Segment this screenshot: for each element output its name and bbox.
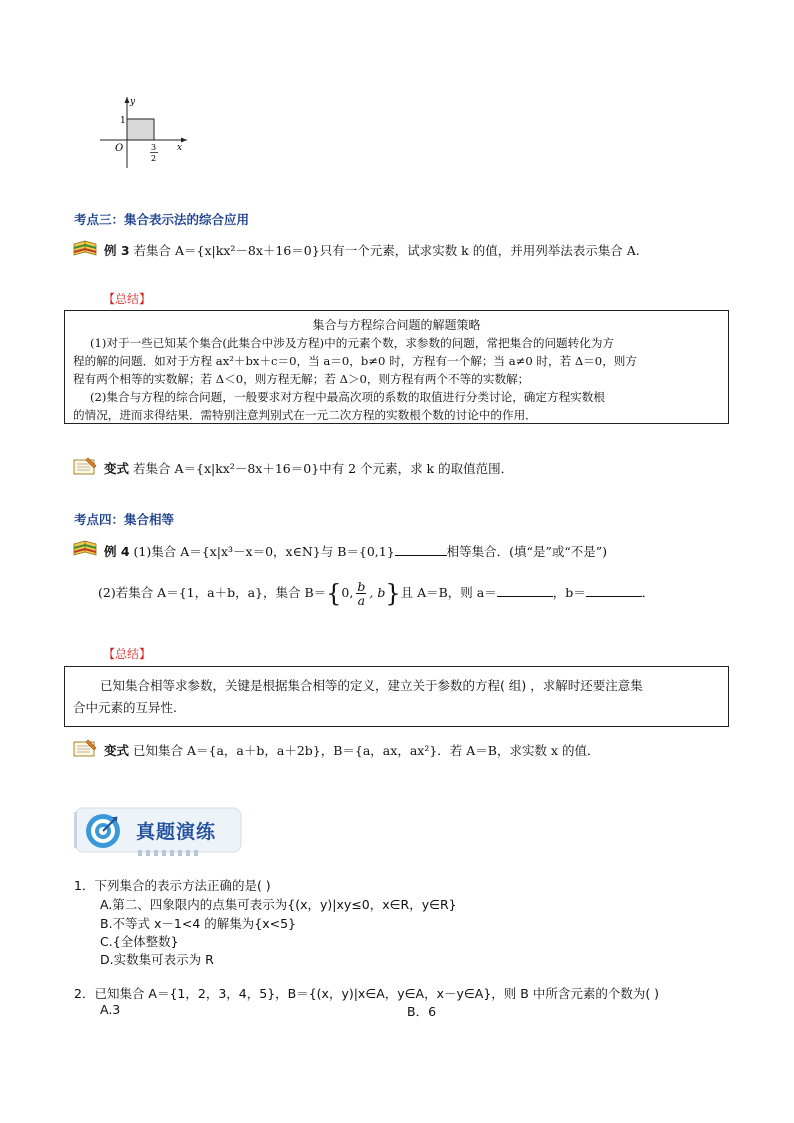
- summary2-tag: 【总结】: [103, 647, 152, 661]
- section3-heading: 考点三：集合表示法的综合应用: [74, 212, 250, 227]
- example4-answer-blank-b[interactable]: [586, 584, 642, 597]
- example4-answer-blank-a[interactable]: [497, 584, 553, 597]
- summary1-line-1: (1)对于一些已知某个集合(此集合中涉及方程)中的元素个数，求参数的问题，常把集合的问题转化为方: [90, 336, 615, 350]
- practice-banner: [74, 806, 244, 856]
- example3-label: 例 3: [104, 243, 130, 258]
- x-tick-denominator: 2: [151, 154, 157, 163]
- example4-part1-text-b: 相等集合．(填“是”或“不是”): [446, 544, 607, 559]
- variant1-line: [104, 459, 513, 477]
- summary1-line-3: 程有两个相等的实数解；若 Δ＜0，则方程无解；若 Δ＞0，则方程有两个不等的实数解；: [73, 372, 530, 386]
- summary2-line-1: 已知集合相等求参数，关键是根据集合相等的定义，建立关于参数的方程( 组) ，求解时还要注意集: [100, 678, 643, 693]
- set-brace-open: {: [326, 579, 342, 608]
- example-book-icon: [72, 238, 98, 258]
- example4-part2-line: [98, 579, 655, 608]
- question-2-stem: 2．已知集合 A＝{1，2，3，4，5}，B＝{(x，y)|x∈A，y∈A，x－y∈A}，则 B 中所含元素的个数为( ): [74, 986, 660, 1001]
- variant1-text: 若集合 A＝{x|kx²－8x＋16＝0}中有 2 个元素，求 k 的取值范围．: [133, 461, 514, 476]
- question-2-option-a[interactable]: A.3: [100, 1002, 121, 1017]
- example4-part2-end: ．: [641, 585, 655, 600]
- example3-text: 若集合 A＝{x|kx²－8x＋16＝0}只有一个元素，试求实数 k 的值，并用列举法表示集合 A.: [133, 243, 640, 258]
- y-tick-label: 1: [120, 116, 126, 126]
- example3-line: [104, 241, 640, 259]
- summary1-line-2: 程的解的问题．如对于方程 ax²＋bx＋c＝0，当 a＝0，b≠0 时，方程有一个解；当 a≠0 时，若 Δ＝0，则方: [73, 354, 637, 368]
- example4-label: 例 4: [104, 544, 130, 559]
- question-1-option-c[interactable]: C.{全体整数}: [100, 934, 179, 949]
- summary2-box: [64, 666, 729, 727]
- target-icon: [84, 812, 122, 850]
- x-axis-label: x: [177, 143, 183, 153]
- summary1-line-4: (2)集合与方程的综合问题，一般要求对方程中最高次项的系数的取值进行分类讨论，确定方程实数根: [90, 390, 605, 404]
- example4-part2-text-d: ，b＝: [552, 585, 586, 600]
- banner-title: 真题演练: [136, 821, 217, 843]
- variant2-line: [104, 741, 599, 759]
- question-1-option-b[interactable]: B.不等式 x－1<4 的解集为{x<5}: [100, 916, 297, 931]
- fraction-numerator: b: [357, 579, 366, 594]
- summary2-line-2: 合中元素的互异性.: [73, 700, 177, 715]
- question-1-stem: 1．下列集合的表示方法正确的是( ): [74, 878, 271, 893]
- summary1-title: 集合与方程综合问题的解题策略: [312, 318, 481, 332]
- summary1-box: [64, 310, 729, 424]
- origin-label: O: [115, 143, 124, 154]
- question-2-option-b[interactable]: B．6: [407, 1004, 437, 1019]
- example4-part1-text-a: (1)集合 A＝{x|x³－x＝0，x∈N}与 B＝{0,1}: [133, 544, 395, 559]
- variant-notebook-icon: [72, 738, 98, 758]
- variant2-text: 已知集合 A＝{a，a＋b，a＋2b}，B＝{a，ax，ax²}．若 A＝B，求实数 x 的值．: [133, 743, 600, 758]
- example4-answer-blank-1[interactable]: [395, 543, 447, 556]
- example4-part2-text-c: 且 A＝B，则 a＝: [400, 585, 497, 600]
- set-element-b: , b: [369, 585, 386, 600]
- x-tick-numerator: 3: [151, 143, 157, 152]
- section4-heading: 考点四：集合相等: [74, 512, 175, 527]
- set-brace-close: }: [385, 579, 401, 608]
- example-book-icon: [72, 538, 98, 558]
- example4-part1-line: [104, 542, 607, 560]
- y-axis-label: y: [130, 97, 136, 107]
- fraction-b-over-a: [356, 580, 366, 607]
- variant-notebook-icon: [72, 456, 98, 476]
- fraction-denominator: a: [357, 593, 366, 608]
- coordinate-graph: [95, 92, 195, 172]
- variant1-label: 变式: [104, 461, 130, 476]
- question-1-option-d[interactable]: D.实数集可表示为 R: [100, 952, 214, 967]
- question-1-option-a[interactable]: A.第二、四象限内的点集可表示为{(x，y)|xy≤0，x∈R，y∈R}: [100, 897, 457, 912]
- variant2-label: 变式: [104, 743, 130, 758]
- summary1-line-5: 的情况，进而求得结果．需特别注意判别式在一元二次方程的实数根个数的讨论中的作用．: [73, 408, 537, 422]
- example4-part2-text-a: (2)若集合 A＝{1，a＋b，a}，集合 B＝: [98, 585, 327, 600]
- set-element-zero: 0,: [341, 585, 354, 600]
- summary1-tag: 【总结】: [103, 292, 152, 306]
